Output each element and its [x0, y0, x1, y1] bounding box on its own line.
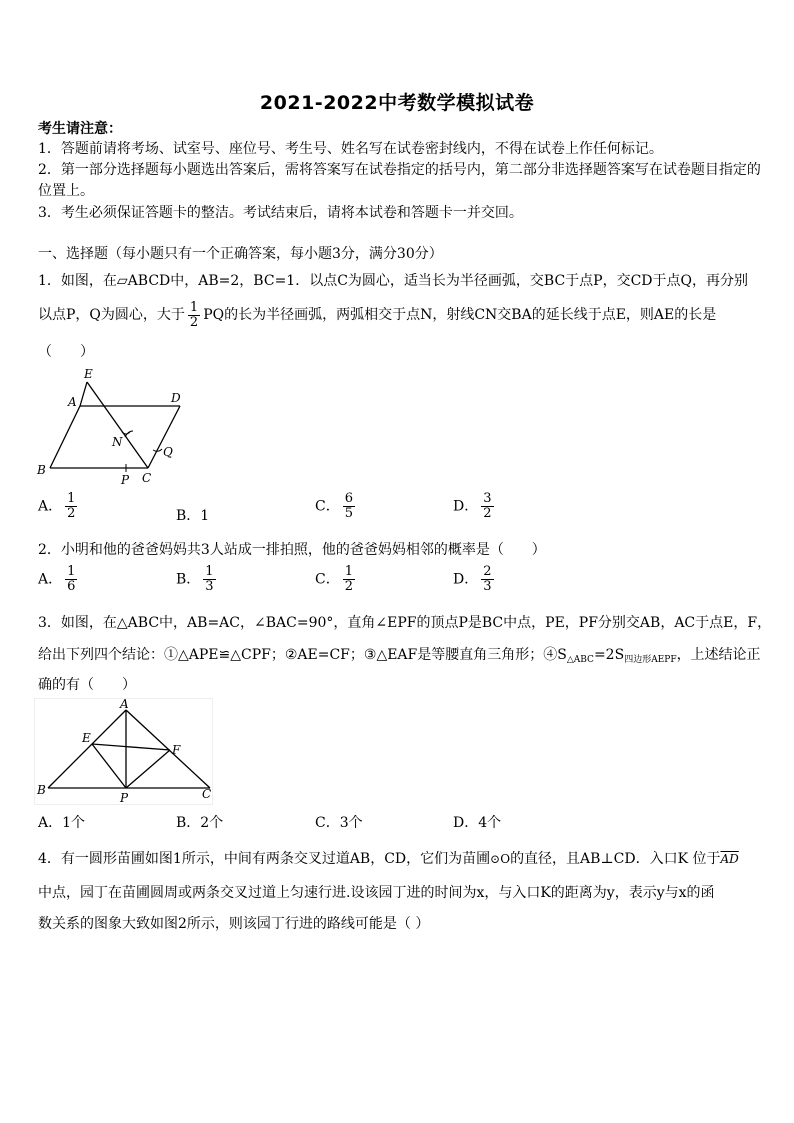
- frac-numerator: 1: [344, 564, 353, 579]
- notice-item-1: 1．答题前请将考场、试室号、座位号、考生号、姓名写在试卷密封线内，不得在试卷上作任何标记。: [38, 141, 663, 157]
- option-letter: B．: [176, 508, 201, 524]
- option-fraction: [65, 492, 77, 521]
- option-text: 3个: [339, 815, 363, 831]
- q2-option-c[interactable]: [315, 565, 358, 594]
- frac-denominator: 3: [205, 579, 214, 594]
- q1-label-Q: Q: [163, 445, 173, 459]
- q4-line-2: 中点，园丁在苗圃圆周或两条交叉过道上匀速行进.设该园丁进的时间为x，与入口K的距离为y，表示y与x的函: [38, 885, 715, 901]
- frac-numerator: 2: [483, 564, 492, 579]
- frac-denominator: 2: [189, 314, 199, 330]
- q3-label-F: F: [172, 743, 181, 757]
- q1-label-P: P: [121, 473, 130, 487]
- frac-numerator: 1: [205, 564, 214, 579]
- q1-line-2: [38, 298, 716, 332]
- frac-denominator: 2: [344, 579, 353, 594]
- q3-triangle-figure: [34, 698, 214, 806]
- option-letter: C．: [315, 498, 340, 515]
- q2-text: 2．小明和他的爸爸妈妈共3人站成一排拍照，他的爸爸妈妈相邻的概率是（ ）: [38, 542, 546, 558]
- q4-line-1a: 4．有一圆形苗圃如图1所示，中间有两条交叉过道AB，CD，它们为苗圃: [38, 851, 491, 867]
- frac-denominator: 2: [67, 506, 76, 521]
- q3-sub-abc: △ABC: [566, 655, 594, 665]
- q3-line-1: 3．如图，在△ABC中，AB=AC，∠BAC=90°，直角∠EPF的顶点P是BC中点，PE，PF分别交AB，AC于点E，F，: [38, 615, 772, 631]
- q3-option-a[interactable]: [38, 812, 85, 832]
- q2-option-b[interactable]: [176, 565, 219, 594]
- frac-denominator: 3: [483, 579, 492, 594]
- frac-numerator: 1: [189, 299, 199, 315]
- q1-option-d[interactable]: [453, 492, 497, 521]
- option-text: 1: [200, 508, 210, 524]
- circle-o-symbol: ⊙O: [490, 852, 511, 866]
- q3-option-b[interactable]: [176, 812, 223, 832]
- q1-label-N: N: [112, 435, 123, 449]
- q3-label-B: B: [37, 783, 46, 797]
- q3-sub-aepf: 四边形AEPF: [624, 655, 677, 665]
- frac-denominator: 2: [483, 506, 492, 521]
- q4-line-1: [38, 850, 739, 868]
- frac-numerator: 6: [344, 491, 353, 506]
- frac-denominator: 5: [344, 506, 353, 521]
- option-letter: C．: [315, 815, 340, 831]
- q1-paren: （ ）: [38, 344, 94, 360]
- q3-label-E: E: [82, 731, 91, 745]
- option-fraction: [343, 492, 355, 521]
- option-letter: A．: [38, 571, 63, 588]
- q1-line-2a: 以点P，Q为圆心，大于: [38, 307, 185, 323]
- option-fraction: [65, 565, 77, 594]
- q1-option-a[interactable]: [38, 492, 80, 521]
- option-fraction: [481, 565, 493, 594]
- q1-label-C: C: [142, 471, 152, 485]
- section-heading: 一、选择题（每小题只有一个正确答案，每小题3分，满分30分）: [38, 246, 443, 262]
- q3-line-2c: ，上述结论正: [676, 647, 761, 663]
- notice-item-2: 2．第一部分选择题每小题选出答案后，需将答案写在试卷指定的括号内，第二部分非选择题答案写在试卷题目指定的: [38, 162, 761, 178]
- option-fraction: [203, 565, 215, 594]
- option-fraction: [481, 492, 493, 521]
- q2-option-a[interactable]: [38, 565, 80, 594]
- frac-numerator: 1: [67, 564, 76, 579]
- option-letter: D．: [453, 571, 479, 588]
- q1-label-E: E: [84, 367, 93, 381]
- q3-line-2b: =2S: [593, 647, 625, 663]
- q3-line-2a: 给出下列四个结论：①△APE≌△CPF；②AE=CF；③△EAF是等腰直角三角形；④S: [38, 647, 567, 663]
- arc-ad-symbol: $\overline{AD}$: [720, 852, 739, 866]
- q3-option-d[interactable]: [453, 812, 501, 832]
- q1-option-c[interactable]: [315, 492, 358, 521]
- frac-denominator: 6: [67, 579, 76, 594]
- option-fraction: [343, 565, 355, 594]
- notice-item-3: 3．考生必须保证答题卡的整洁。考试结束后，请将本试卷和答题卡一并交回。: [38, 205, 523, 221]
- option-letter: D．: [453, 815, 479, 831]
- q1-parallelogram-figure: [34, 364, 184, 488]
- q3-option-c[interactable]: [315, 812, 363, 832]
- q3-label-P: P: [120, 791, 129, 805]
- option-text: 4个: [478, 815, 502, 831]
- q4-line-3: 数关系的图象大致如图2所示，则该园丁行进的路线可能是（ ）: [38, 916, 430, 932]
- q1-label-B: B: [37, 463, 46, 477]
- q1-option-b[interactable]: [176, 505, 209, 525]
- notice-item-2-cont: 位置上。: [38, 183, 94, 199]
- q1-line-1: 1．如图，在▱ABCD中，AB=2，BC=1．以点C为圆心，适当长为半径画弧，交BC于点P，交CD于点Q，再分别: [38, 273, 749, 289]
- q1-label-A: A: [68, 395, 77, 409]
- option-letter: C．: [315, 571, 340, 588]
- option-letter: A．: [38, 815, 63, 831]
- page-title: 2021-2022中考数学模拟试卷: [259, 92, 535, 114]
- q1-half-fraction: [188, 301, 200, 330]
- option-text: 2个: [200, 815, 224, 831]
- q2-option-d[interactable]: [453, 565, 497, 594]
- q4-line-1b: 的直径，且AB⊥CD．入口K 位于: [510, 851, 721, 867]
- q1-label-D: D: [171, 391, 181, 405]
- q3-line-3: 确的有（ ）: [38, 677, 136, 693]
- q1-line-2b: PQ的长为半径画弧，两弧相交于点N，射线CN交BA的延长线于点E，则AE的长是: [203, 307, 717, 323]
- q3-label-C: C: [202, 787, 212, 801]
- option-letter: D．: [453, 498, 479, 515]
- q3-label-A: A: [120, 698, 129, 711]
- notice-heading: 考生请注意：: [38, 121, 122, 137]
- option-text: 1个: [62, 815, 86, 831]
- option-letter: B．: [176, 571, 201, 588]
- q3-line-2: [38, 646, 761, 669]
- option-letter: A．: [38, 498, 63, 515]
- frac-numerator: 3: [483, 491, 492, 506]
- frac-numerator: 1: [67, 491, 76, 506]
- option-letter: B．: [176, 815, 201, 831]
